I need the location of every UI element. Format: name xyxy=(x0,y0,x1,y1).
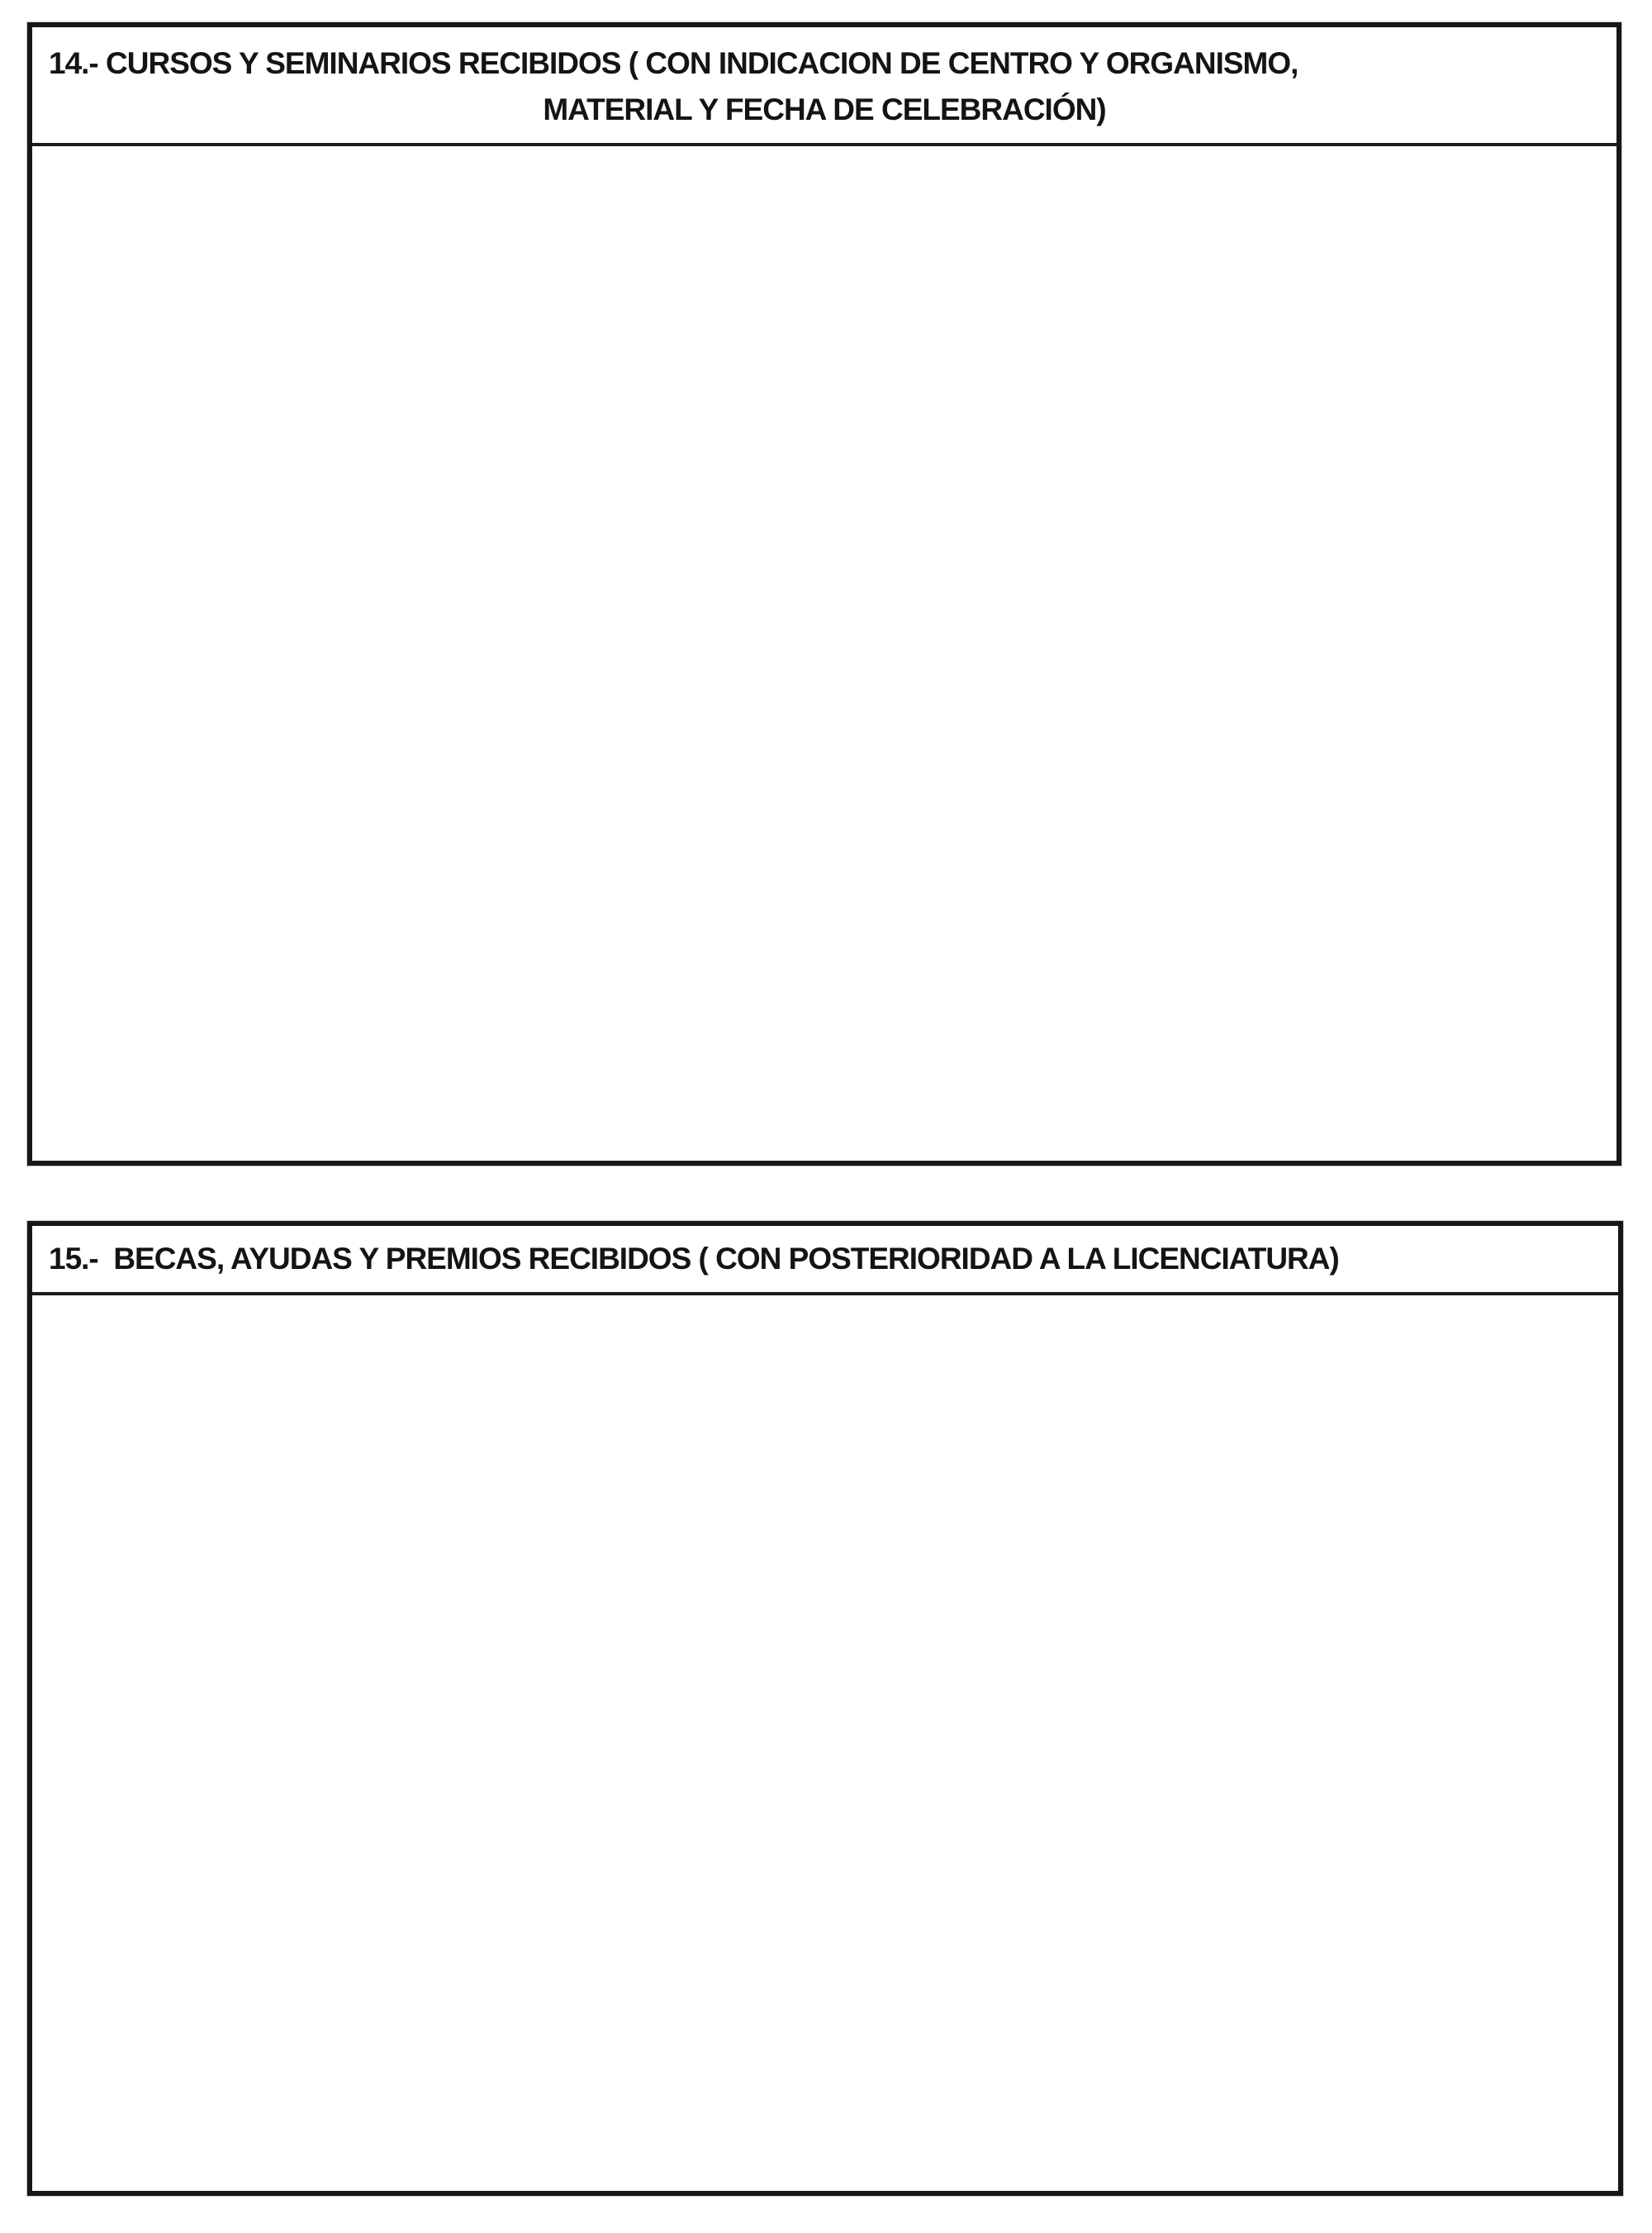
section-14-title-line-1: 14.- CURSOS Y SEMINARIOS RECIBIDOS ( CON INDICACION DE CENTRO Y ORGANISMO, xyxy=(49,46,1298,80)
section-14-header xyxy=(32,27,1616,146)
section-15-header xyxy=(32,1226,1618,1295)
section-15-content-area xyxy=(32,1295,1618,2192)
section-15-becas-ayudas-premios xyxy=(27,1221,1623,2196)
section-14-cursos-y-seminarios xyxy=(27,22,1621,1166)
section-14-content-area xyxy=(32,146,1616,1161)
section-14-title-line-2: MATERIAL Y FECHA DE CELEBRACIÓN) xyxy=(543,92,1106,126)
section-15-title-line-1: 15.- BECAS, AYUDAS Y PREMIOS RECIBIDOS ( CON POSTERIORIDAD A LA LICENCIATURA) xyxy=(49,1242,1339,1276)
